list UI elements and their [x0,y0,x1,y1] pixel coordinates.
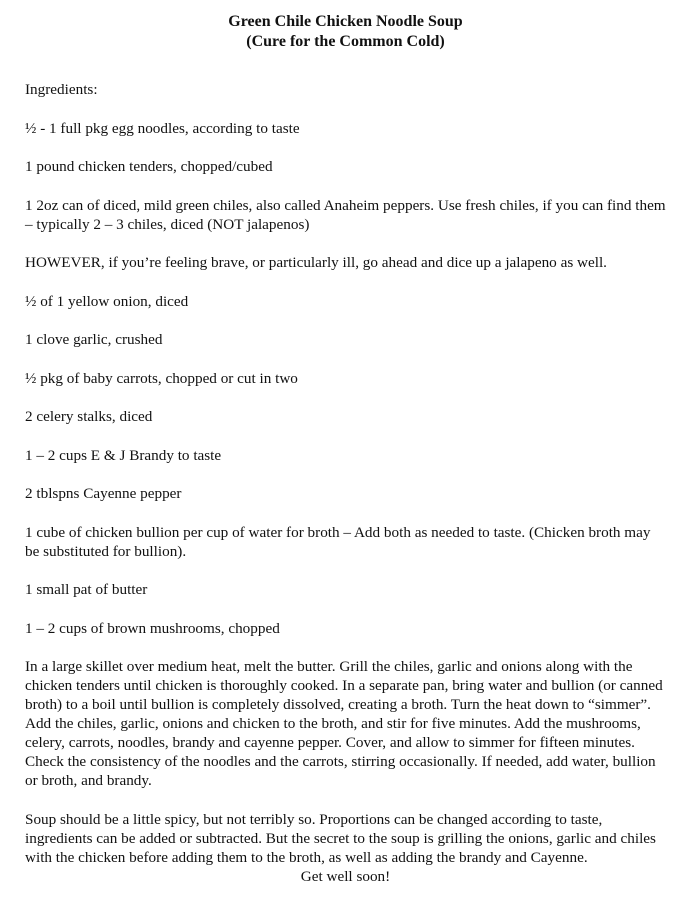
ingredient-item: 1 2oz can of diced, mild green chiles, also called Anaheim peppers. Use fresh chiles, if you can find them – typically 2 – 3 chiles, diced (NOT jalapenos) [25,196,666,233]
instructions-paragraph: In a large skillet over medium heat, melt the butter. Grill the chiles, garlic and onions along with the chicken tenders until chicken is thoroughly cooked. In a separate pan, bring water and bullion (or canned broth) to a boil until bullion is completely dissolved, creating a broth. Turn the heat down to “simmer”. Add the chiles, garlic, onions and chicken to the broth, and stir for five minutes. Add the mushrooms, celery, carrots, noodles, brandy and cayenne pepper. Cover, and allow to simmer for fifteen minutes. Check the consistency of the noodles and the carrots, stirring occasionally. If needed, add water, bullion or broth, and brandy. [25,658,663,789]
closing-line: Get well soon! [300,867,391,885]
ingredient-item: 2 celery stalks, diced [25,408,153,425]
ingredients-heading: Ingredients: [25,81,98,98]
ingredient-item: 1 small pat of butter [25,581,148,598]
title-line-2: (Cure for the Common Cold) [246,33,445,50]
title-line-1: Green Chile Chicken Noodle Soup [228,13,463,30]
ingredient-item: ½ - 1 full pkg egg noodles, according to taste [25,119,300,137]
ingredient-item: 1 pound chicken tenders, chopped/cubed [25,158,273,175]
ingredient-item: 1 – 2 cups of brown mushrooms, chopped [25,619,280,637]
ingredient-item: 1 – 2 cups E & J Brandy to taste [25,446,222,464]
ingredient-item: 2 tblspns Cayenne pepper [25,485,182,502]
ingredient-item: 1 cube of chicken bullion per cup of water for broth – Add both as needed to taste. (Chicken broth may be substituted for bullion). [25,523,651,560]
ingredient-item: 1 clove garlic, crushed [25,331,163,348]
ingredient-item: HOWEVER, if you’re feeling brave, or particularly ill, go ahead and dice up a jalapeno as well. [25,254,607,271]
ingredient-item: ½ pkg of baby carrots, chopped or cut in two [25,369,298,387]
notes-paragraph: Soup should be a little spicy, but not terribly so. Proportions can be changed according to taste, ingredients can be added or subtracted. But the secret to the soup is grilling the onions, garlic and chiles with the chicken before adding them to the broth, as well as adding the brandy and Cayenne. [25,810,656,866]
recipe-title [25,12,666,52]
ingredient-item: ½ of 1 yellow onion, diced [25,292,189,310]
